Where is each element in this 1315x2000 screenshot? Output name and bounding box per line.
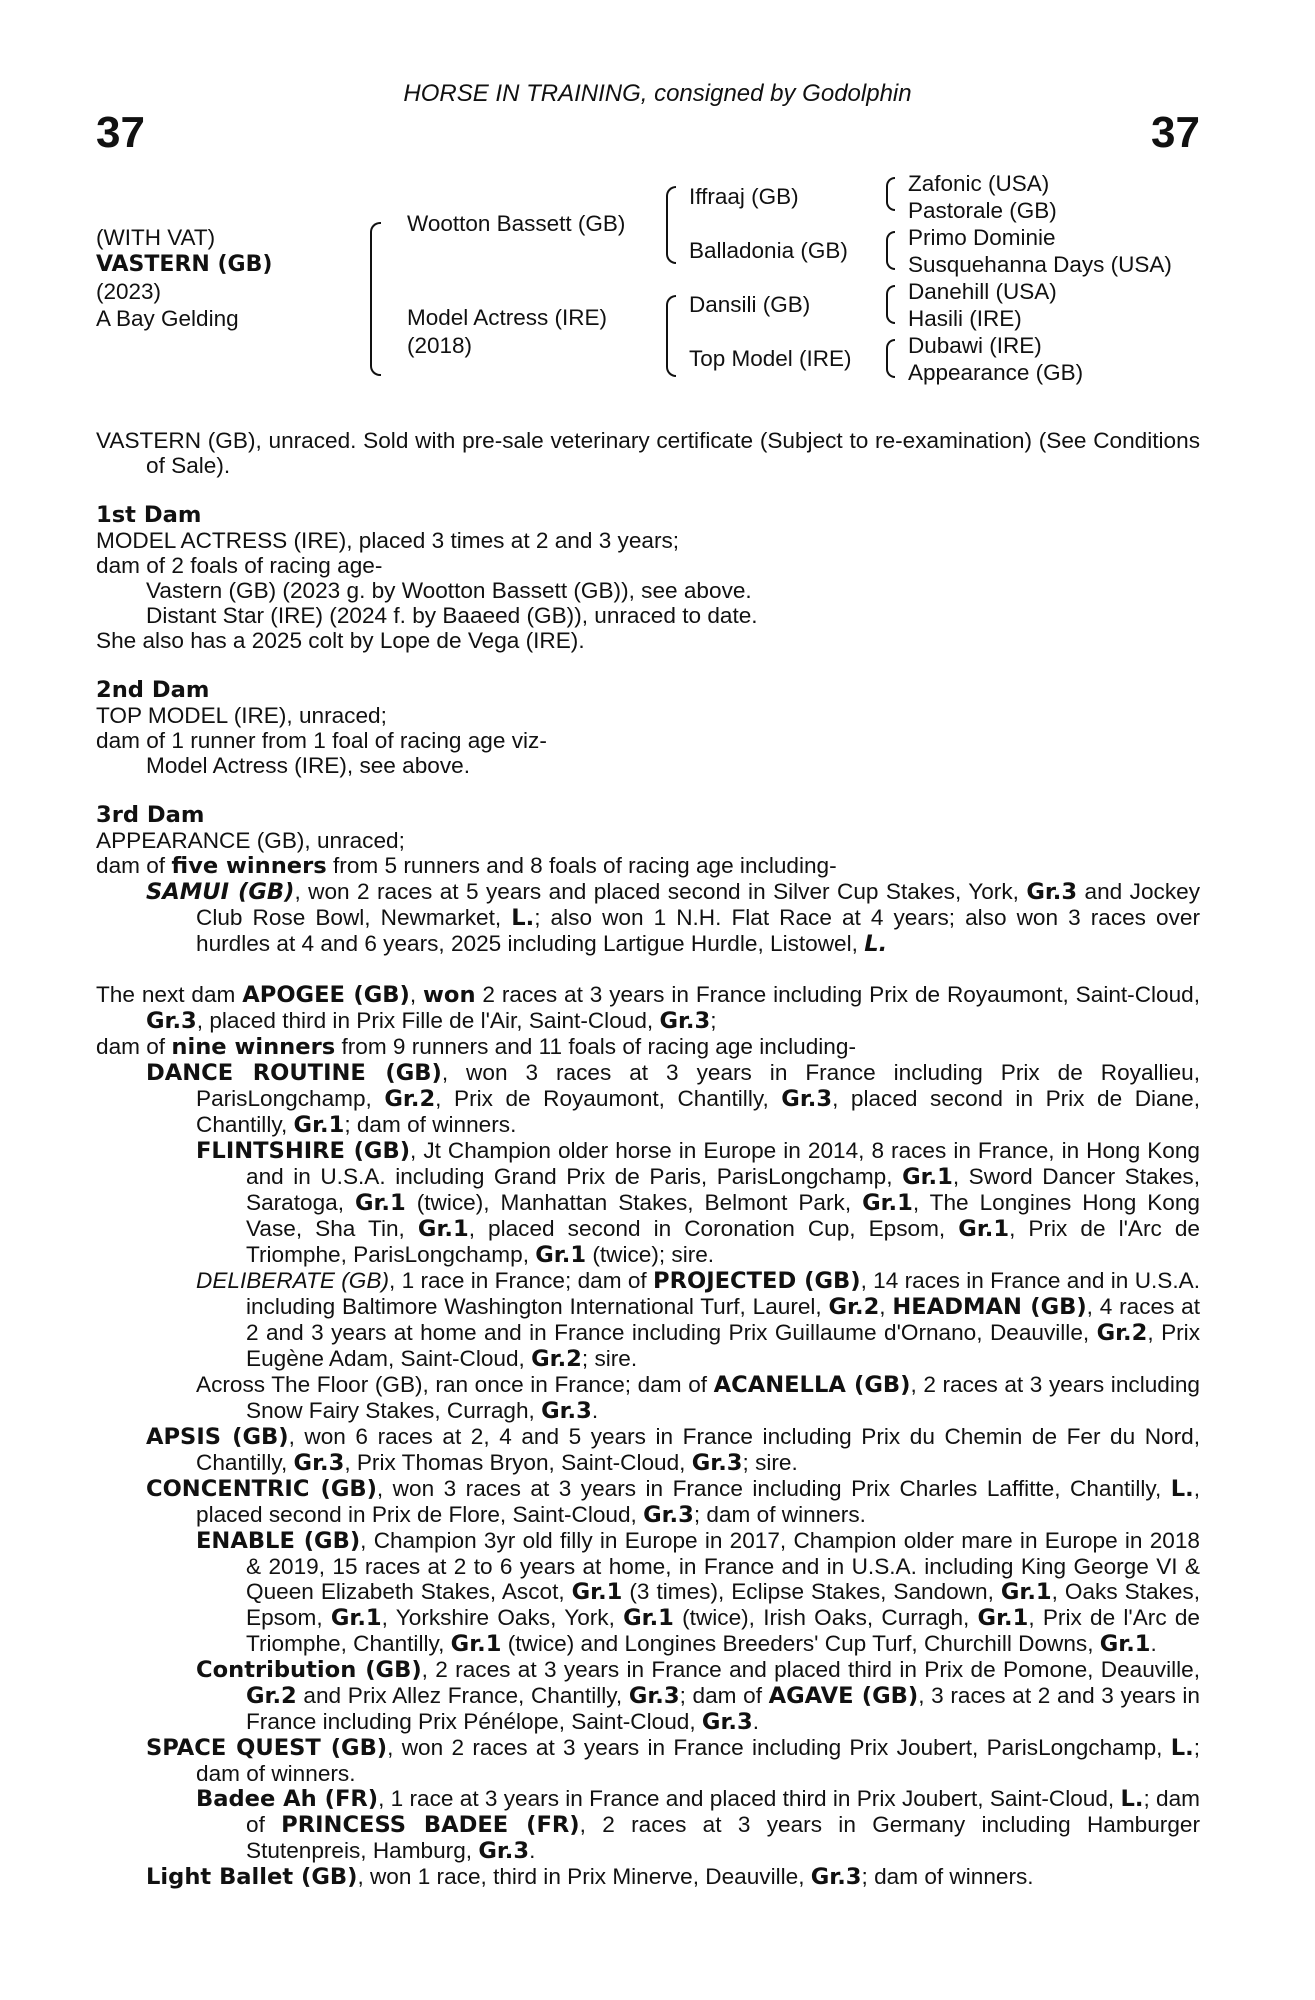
produce-entry-light-ballet: Light Ballet (GB), won 1 race, third in Prix Minerve, Deauville, Gr.3; dam of winners. bbox=[146, 1864, 1034, 1890]
next-dam-paragraph: The next dam APOGEE (GB), won 2 races at 3 years in France including Prix de Royaumont, Saint-Cloud, Gr.3, placed third in Prix Fille de l'Air, Saint-Cloud, Gr.3; bbox=[96, 982, 1201, 1034]
produce-entry-concentric: CONCENTRIC (GB), won 3 races at 3 years in France including Prix Charles Laffitte, Chantilly, L., placed second in Prix de Flore, Saint-Cloud, Gr.3; dam of winners. bbox=[146, 1476, 1201, 1528]
pedigree-brace-g2 bbox=[886, 231, 895, 270]
pedigree-brace-main bbox=[370, 222, 381, 376]
pedigree-g3-2: Pastorale (GB) bbox=[908, 198, 1057, 223]
first-dam-produce-intro: dam of 2 foals of racing age- bbox=[96, 553, 383, 578]
vat-note: (WITH VAT) bbox=[96, 225, 216, 250]
lot-number-right: 37 bbox=[1151, 108, 1200, 157]
pedigree-dam-year: (2018) bbox=[407, 333, 473, 358]
pedigree-dam: Model Actress (IRE) bbox=[407, 305, 608, 330]
third-dam-heading: 3rd Dam bbox=[96, 802, 205, 828]
horse-description: A Bay Gelding bbox=[96, 306, 239, 331]
pedigree-brace-sire bbox=[666, 186, 676, 264]
pedigree-sire: Wootton Bassett (GB) bbox=[407, 211, 626, 236]
horse-name: VASTERN (GB) bbox=[96, 252, 273, 277]
first-dam-foal: Vastern (GB) (2023 g. by Wootton Bassett (GB)), see above. bbox=[146, 578, 752, 603]
pedigree-g3-5: Danehill (USA) bbox=[908, 279, 1057, 304]
second-dam-heading: 2nd Dam bbox=[96, 677, 210, 703]
catalogue-body bbox=[96, 428, 1200, 1890]
horse-year: (2023) bbox=[96, 279, 162, 304]
third-dam-entry-samui: SAMUI (GB), won 2 races at 5 years and placed second in Silver Cup Stakes, York, Gr.3 and Jockey Club Rose Bowl, Newmarket, L.; also won 1 N.H. Flat Race at 4 years; also won 3 races over hurdles at 4 and 6 years, 2025 including Lartigue Hurdle, Listowel, L. bbox=[146, 879, 1200, 957]
pedigree-dam-dam: Top Model (IRE) bbox=[689, 346, 852, 371]
pedigree-g3-8: Appearance (GB) bbox=[908, 360, 1084, 385]
third-dam-line: APPEARANCE (GB), unraced; bbox=[96, 828, 405, 853]
pedigree-dam-sire: Dansili (GB) bbox=[689, 292, 811, 317]
produce-entry-across-the-floor: Across The Floor (GB), ran once in France; dam of ACANELLA (GB), 2 races at 3 years including Snow Fairy Stakes, Curragh, Gr.3. bbox=[196, 1372, 1200, 1424]
first-dam-line: MODEL ACTRESS (IRE), placed 3 times at 2 and 3 years; bbox=[96, 528, 680, 553]
certificate-note: VASTERN (GB), unraced. Sold with pre-sale veterinary certificate (Subject to re-examination) (See Conditions of Sale). bbox=[96, 428, 1200, 478]
produce-entry-contribution: Contribution (GB), 2 races at 3 years in France and placed third in Prix de Pomone, Deauville, Gr.2 and Prix Allez France, Chantilly, Gr.3; dam of AGAVE (GB), 3 races at 2 and 3 years in France including Prix Pénélope, Saint-Cloud, Gr.3. bbox=[196, 1657, 1200, 1735]
pedigree-brace-g1 bbox=[886, 177, 895, 211]
pedigree-g3-7: Dubawi (IRE) bbox=[908, 333, 1042, 358]
catalogue-header: HORSE IN TRAINING, consigned by Godolphin bbox=[403, 80, 912, 107]
third-dam-produce-intro: dam of five winners from 5 runners and 8 foals of racing age including- bbox=[96, 853, 837, 879]
pedigree-g3-6: Hasili (IRE) bbox=[908, 306, 1022, 331]
pedigree-brace-dam bbox=[666, 295, 676, 377]
produce-entry-flintshire: FLINTSHIRE (GB), Jt Champion older horse in Europe in 2014, 8 races in France, in Hong Kong and in U.S.A. including Grand Prix de Paris, ParisLongchamp, Gr.1, Sword Dancer Stakes, Saratoga, Gr.1 (twice), Manhattan Stakes, Belmont Park, Gr.1, The Longines Hong Kong Vase, Sha Tin, Gr.1, placed second in Coronation Cup, Epsom, Gr.1, Prix de l'Arc de Triomphe, ParisLongchamp, Gr.1 (twice); sire. bbox=[196, 1138, 1200, 1268]
first-dam-note: She also has a 2025 colt by Lope de Vega (IRE). bbox=[96, 628, 585, 653]
second-dam-produce-intro: dam of 1 runner from 1 foal of racing age viz- bbox=[96, 728, 547, 753]
pedigree-g3-3: Primo Dominie bbox=[908, 225, 1056, 250]
second-dam-foal: Model Actress (IRE), see above. bbox=[146, 753, 470, 778]
produce-entry-dance-routine: DANCE ROUTINE (GB), won 3 races at 3 years in France including Prix de Royallieu, ParisLongchamp, Gr.2, Prix de Royaumont, Chantilly, Gr.3, placed second in Prix de Diane, Chantilly, Gr.1; dam of winners. bbox=[146, 1060, 1201, 1138]
first-dam-foal: Distant Star (IRE) (2024 f. by Baaeed (GB)), unraced to date. bbox=[146, 603, 758, 628]
pedigree-brace-g4 bbox=[886, 339, 895, 378]
produce-entry-space-quest: SPACE QUEST (GB), won 2 races at 3 years in France including Prix Joubert, ParisLongchamp, L.; dam of winners. bbox=[146, 1735, 1200, 1786]
lot-number-left: 37 bbox=[96, 108, 145, 157]
produce-entry-deliberate: DELIBERATE (GB), 1 race in France; dam of PROJECTED (GB), 14 races in France and in U.S.A. including Baltimore Washington International Turf, Laurel, Gr.2, HEADMAN (GB), 4 races at 2 and 3 years at home and in France including Prix Guillaume d'Ornano, Deauville, Gr.2, Prix Eugène Adam, Saint-Cloud, Gr.2; sire. bbox=[196, 1268, 1201, 1372]
pedigree-sire-sire: Iffraaj (GB) bbox=[689, 184, 799, 209]
produce-entry-badee-ah: Badee Ah (FR), 1 race at 3 years in France and placed third in Prix Joubert, Saint-Cloud, L.; dam of PRINCESS BADEE (FR), 2 races at 3 years in Germany including Hamburger Stutenpreis, Hamburg, Gr.3. bbox=[196, 1786, 1201, 1864]
first-dam-heading: 1st Dam bbox=[96, 502, 202, 528]
pedigree-brace-g3 bbox=[886, 285, 895, 324]
pedigree-g3-4: Susquehanna Days (USA) bbox=[908, 252, 1172, 277]
pedigree-sire-dam: Balladonia (GB) bbox=[689, 238, 848, 263]
second-dam-line: TOP MODEL (IRE), unraced; bbox=[96, 703, 387, 728]
pedigree-g3-1: Zafonic (USA) bbox=[908, 171, 1050, 196]
next-dam-produce-intro: dam of nine winners from 9 runners and 11 foals of racing age including- bbox=[96, 1034, 856, 1060]
produce-entry-apsis: APSIS (GB), won 6 races at 2, 4 and 5 years in France including Prix du Chemin de Fer du Nord, Chantilly, Gr.3, Prix Thomas Bryon, Saint-Cloud, Gr.3; sire. bbox=[146, 1424, 1200, 1476]
produce-entry-enable: ENABLE (GB), Champion 3yr old filly in Europe in 2017, Champion older mare in Europe in 2018 & 2019, 15 races at 2 to 6 years at home, in France and in U.S.A. including King George VI & Queen Elizabeth Stakes, Ascot, Gr.1 (3 times), Eclipse Stakes, Sandown, Gr.1, Oaks Stakes, Epsom, Gr.1, Yorkshire Oaks, York, Gr.1 (twice), Irish Oaks, Curragh, Gr.1, Prix de l'Arc de Triomphe, Chantilly, Gr.1 (twice) and Longines Breeders' Cup Turf, Churchill Downs, Gr.1. bbox=[196, 1528, 1200, 1657]
